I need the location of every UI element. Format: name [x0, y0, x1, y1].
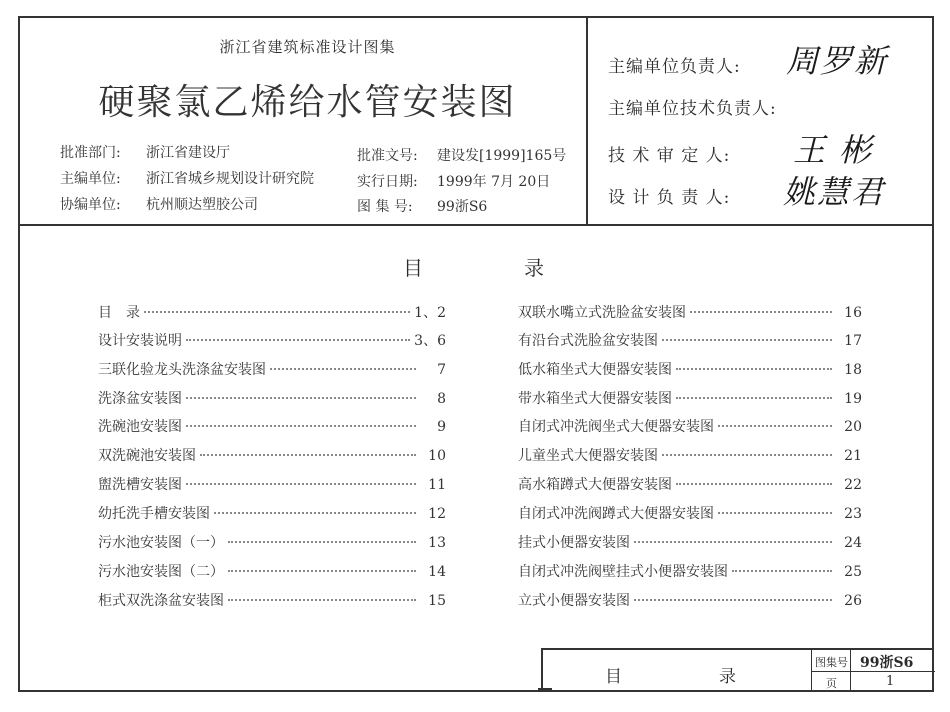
toc-item-title: 低水箱坐式大便器安装图 [518, 362, 672, 378]
toc-item-page: 12 [428, 506, 446, 522]
effective-date [357, 171, 551, 191]
signature-row-tech [608, 94, 777, 119]
toc-item-page: 19 [844, 391, 862, 407]
effective-date-value: 1999年 7月 20日 [437, 174, 551, 190]
toc-item-title: 污水池安装图（二） [98, 564, 224, 580]
toc-item[interactable] [518, 561, 862, 581]
co-unit-value: 杭州顺达塑胶公司 [146, 197, 258, 213]
atlas-number-label: 图 集 号: [357, 199, 413, 215]
leader-dots [676, 368, 832, 370]
toc-item[interactable] [98, 590, 446, 610]
page-title: 硬聚氯乙烯给水管安装图 [98, 82, 517, 123]
approving-dept-label: 批准部门: [60, 145, 121, 161]
title-block-label-right: 录 [719, 667, 736, 687]
toc-item[interactable] [98, 532, 446, 552]
leader-dots [732, 570, 832, 572]
toc-item-title: 双联水嘴立式洗脸盆安装图 [518, 305, 686, 321]
toc-item-title: 目 录 [98, 305, 140, 321]
leader-dots [270, 368, 416, 370]
toc-item-title: 自闭式冲洗阀蹲式大便器安装图 [518, 506, 714, 522]
toc-item-page: 17 [844, 333, 862, 349]
toc-item[interactable] [98, 561, 446, 581]
toc-item-page: 14 [428, 564, 446, 580]
header-divider-vertical [586, 16, 588, 226]
signature-label: 设 计 负 责 人: [608, 188, 731, 208]
toc-item-title: 高水箱蹲式大便器安装图 [518, 477, 672, 493]
leader-dots [228, 599, 416, 601]
toc-item-page: 20 [844, 419, 862, 435]
handwritten-signature: 周罗新 [786, 42, 889, 80]
toc-item[interactable] [98, 330, 446, 350]
toc-item[interactable] [98, 503, 446, 523]
toc-item-title: 自闭式冲洗阀壁挂式小便器安装图 [518, 564, 728, 580]
atlas-number [357, 196, 488, 216]
signature-label: 主编单位负责人: [608, 57, 741, 77]
toc-item-page: 23 [844, 506, 862, 522]
toc-item-title: 污水池安装图（一） [98, 535, 224, 551]
toc-item-page: 16 [844, 305, 862, 321]
approving-dept-value: 浙江省建设厅 [146, 145, 230, 161]
toc-item-title: 立式小便器安装图 [518, 593, 630, 609]
atlas-number-value: 99浙S6 [860, 655, 914, 671]
leader-dots [662, 454, 832, 456]
toc-item-page: 15 [428, 593, 446, 609]
handwritten-signature: 姚慧君 [783, 173, 886, 211]
series-title: 浙江省建筑标准设计图集 [219, 38, 396, 56]
toc-item[interactable] [98, 302, 446, 322]
toc-item-page: 3、6 [414, 333, 446, 349]
border-tick [538, 688, 552, 692]
approval-doc [357, 145, 567, 165]
page-number: 1 [886, 674, 895, 689]
approving-dept [60, 142, 230, 162]
toc-item-page: 24 [844, 535, 862, 551]
leader-dots [186, 483, 416, 485]
toc-item-page: 11 [428, 477, 446, 493]
chief-unit-label: 主编单位: [60, 171, 121, 187]
toc-item[interactable] [518, 388, 862, 408]
page-label: 页 [826, 677, 837, 690]
co-unit-label: 协编单位: [60, 197, 121, 213]
approval-doc-value: 建设发[1999]165号 [437, 148, 567, 164]
toc-item-page: 1、2 [414, 305, 446, 321]
grid-line [850, 650, 851, 692]
approval-doc-label: 批准文号: [357, 148, 418, 164]
leader-dots [676, 483, 832, 485]
leader-dots [186, 397, 416, 399]
toc-item[interactable] [518, 532, 862, 552]
signature-label: 主编单位技术负责人: [608, 99, 777, 119]
toc-item-title: 洗涤盆安装图 [98, 391, 182, 407]
toc-item[interactable] [98, 474, 446, 494]
toc-item-title: 洗碗池安装图 [98, 419, 182, 435]
leader-dots [662, 339, 832, 341]
toc-item[interactable] [518, 590, 862, 610]
chief-unit [60, 168, 314, 188]
atlas-number-label: 图集号 [815, 656, 848, 669]
toc-item[interactable] [518, 302, 862, 322]
toc-item[interactable] [98, 388, 446, 408]
toc-heading-right: 录 [524, 256, 544, 280]
toc-item[interactable] [518, 359, 862, 379]
chief-unit-value: 浙江省城乡规划设计研究院 [146, 171, 314, 187]
toc-item-title: 设计安装说明 [98, 333, 182, 349]
toc-item[interactable] [518, 445, 862, 465]
title-block-label-left: 目 [605, 667, 622, 687]
toc-item-page: 10 [428, 448, 446, 464]
leader-dots [144, 311, 410, 313]
toc-item-page: 25 [844, 564, 862, 580]
header-divider-horizontal [18, 224, 934, 226]
toc-item[interactable] [98, 416, 446, 436]
leader-dots [718, 425, 832, 427]
toc-item-title: 挂式小便器安装图 [518, 535, 630, 551]
toc-item[interactable] [98, 445, 446, 465]
leader-dots [186, 339, 410, 341]
signature-row-review [608, 131, 874, 169]
effective-date-label: 实行日期: [357, 174, 418, 190]
toc-item-title: 柜式双洗涤盆安装图 [98, 593, 224, 609]
signature-row-design [608, 173, 886, 211]
handwritten-signature: 王 彬 [793, 131, 874, 169]
toc-item-title: 盥洗槽安装图 [98, 477, 182, 493]
leader-dots [634, 541, 832, 543]
toc-item-page: 8 [437, 391, 446, 407]
leader-dots [214, 512, 416, 514]
toc-item-title: 幼托洗手槽安装图 [98, 506, 210, 522]
title-block-grid [811, 650, 935, 692]
title-block [541, 648, 934, 692]
toc-item-title: 儿童坐式大便器安装图 [518, 448, 658, 464]
co-unit [60, 194, 258, 214]
atlas-number-value: 99浙S6 [437, 199, 488, 215]
leader-dots [676, 397, 832, 399]
toc-item-title: 双洗碗池安装图 [98, 448, 196, 464]
toc-item[interactable] [98, 359, 446, 379]
leader-dots [690, 311, 832, 313]
toc-item-title: 有沿台式洗脸盆安装图 [518, 333, 658, 349]
leader-dots [634, 599, 832, 601]
toc-item[interactable] [518, 330, 862, 350]
leader-dots [718, 512, 832, 514]
toc-item-title: 带水箱坐式大便器安装图 [518, 391, 672, 407]
toc-item-page: 9 [437, 419, 446, 435]
toc-item[interactable] [518, 503, 862, 523]
signature-row-chief [608, 42, 889, 80]
toc-item-page: 21 [844, 448, 862, 464]
toc-item[interactable] [518, 474, 862, 494]
toc-item-page: 22 [844, 477, 862, 493]
toc-item-page: 13 [428, 535, 446, 551]
toc-item-title: 自闭式冲洗阀坐式大便器安装图 [518, 419, 714, 435]
toc-item-title: 三联化验龙头洗涤盆安装图 [98, 362, 266, 378]
toc-heading-left: 目 [403, 256, 423, 280]
toc-item-page: 18 [844, 362, 862, 378]
leader-dots [228, 570, 416, 572]
leader-dots [228, 541, 416, 543]
signature-label: 技 术 审 定 人: [608, 146, 731, 166]
toc-item[interactable] [518, 416, 862, 436]
leader-dots [186, 425, 416, 427]
leader-dots [200, 454, 416, 456]
toc-item-page: 7 [437, 362, 446, 378]
toc-item-page: 26 [844, 593, 862, 609]
